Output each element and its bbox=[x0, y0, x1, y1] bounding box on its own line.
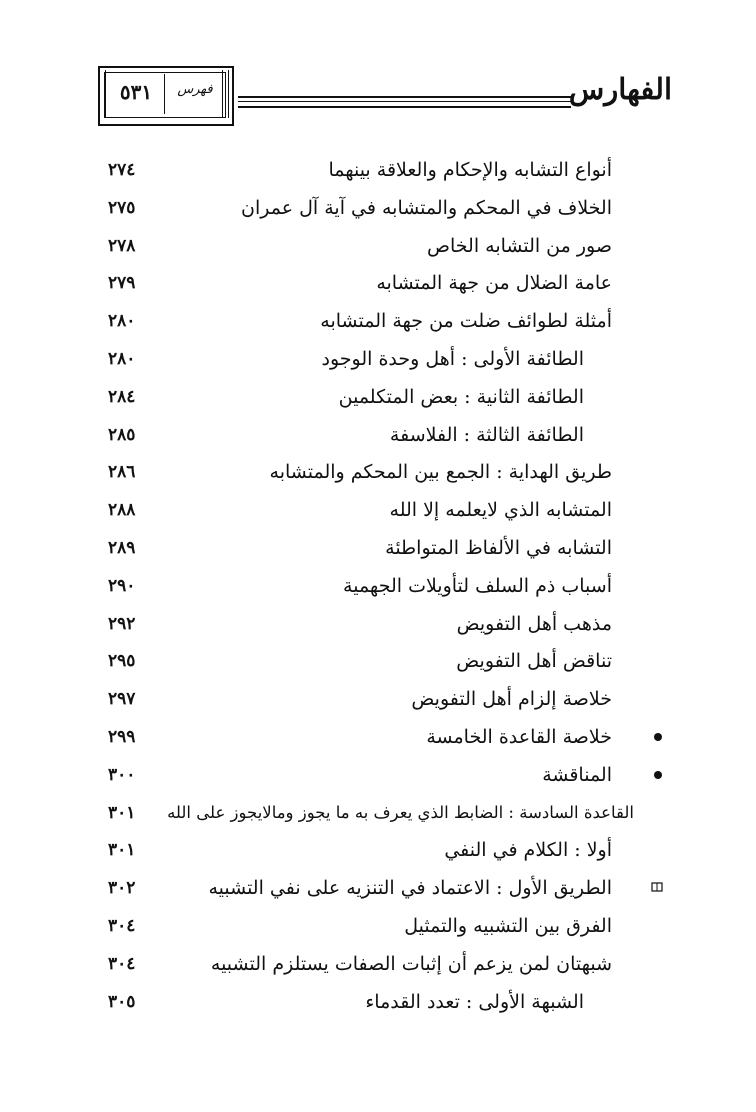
page-label: فهرس bbox=[177, 82, 213, 97]
toc-entry-title: المناقشة bbox=[542, 763, 612, 786]
toc-entry-page: ٣٠١ bbox=[108, 802, 136, 823]
toc-entry-title: خلاصة إلزام أهل التفويض bbox=[411, 688, 612, 711]
toc-entry-page: ٢٩٠ bbox=[108, 575, 136, 596]
toc-entry-page: ٣٠٤ bbox=[108, 953, 136, 974]
toc-entry bbox=[0, 530, 756, 566]
toc-entry bbox=[0, 303, 756, 339]
toc-entry-title: الطائفة الأولى : أهل وحدة الوجود bbox=[321, 348, 584, 370]
toc-entry bbox=[0, 454, 756, 490]
toc-entry bbox=[0, 190, 756, 226]
toc-entry-page: ٣٠٥ bbox=[108, 991, 136, 1012]
toc-entry bbox=[0, 379, 756, 415]
bullet-icon bbox=[654, 733, 662, 741]
toc-entry-page: ٢٩٢ bbox=[108, 613, 136, 634]
toc-entry-page: ٢٨٩ bbox=[108, 538, 136, 558]
toc-entry bbox=[0, 984, 756, 1020]
toc-entry-page: ٢٧٨ bbox=[108, 235, 136, 256]
toc-entry-title: أمثلة لطوائف ضلت من جهة المتشابه bbox=[320, 310, 612, 333]
toc-entry bbox=[0, 757, 756, 793]
toc-entry bbox=[0, 908, 756, 944]
toc-entry-page: ٢٧٩ bbox=[108, 273, 136, 294]
running-title: الفهارس bbox=[568, 72, 672, 106]
toc-entry bbox=[0, 870, 756, 906]
toc-entry bbox=[0, 946, 756, 982]
toc-entry-page: ٢٩٧ bbox=[108, 689, 136, 710]
toc-entry bbox=[0, 568, 756, 604]
toc-entry-page: ٢٨٠ bbox=[108, 349, 136, 369]
toc-entry bbox=[0, 795, 756, 831]
toc-entry-title: القاعدة السادسة : الضابط الذي يعرف به ما يجوز ومالايجوز على الله bbox=[167, 802, 634, 822]
toc-entry-page: ٢٨٠ bbox=[108, 311, 136, 332]
toc-entry-page: ٢٨٤ bbox=[108, 386, 136, 407]
toc-entry-title: الخلاف في المحكم والمتشابه في آية آل عمران bbox=[241, 196, 612, 219]
toc-entry-page: ٢٨٨ bbox=[108, 500, 136, 521]
toc-entry-title: الطائفة الثانية : بعض المتكلمين bbox=[338, 385, 584, 408]
toc-entry-title: مذهب أهل التفويض bbox=[456, 612, 612, 635]
toc-entry bbox=[0, 606, 756, 642]
toc-entry bbox=[0, 832, 756, 868]
toc-entry bbox=[0, 341, 756, 377]
toc-entry bbox=[0, 417, 756, 453]
toc-entry bbox=[0, 681, 756, 717]
toc-entry-title: أسباب ذم السلف لتأويلات الجهمية bbox=[343, 574, 612, 597]
toc-entry-title: شبهتان لمن يزعم أن إثبات الصفات يستلزم التشبيه bbox=[210, 952, 612, 975]
toc-entry-page: ٣٠٠ bbox=[108, 764, 136, 785]
toc-entry-page: ٣٠١ bbox=[108, 840, 136, 861]
toc-entry-title: الطريق الأول : الاعتماد في التنزيه على نفي التشبيه bbox=[208, 877, 612, 900]
toc-entry-title: أولا : الكلام في النفي bbox=[444, 839, 612, 862]
toc-entry-title: الفرق بين التشبيه والتمثيل bbox=[404, 915, 612, 937]
toc-entry bbox=[0, 492, 756, 528]
toc-entry bbox=[0, 265, 756, 301]
toc-entry-page: ٢٩٥ bbox=[108, 651, 136, 672]
toc-entry-title: التشابه في الألفاظ المتواطئة bbox=[385, 537, 612, 559]
toc-entry-page: ٣٠٤ bbox=[108, 916, 136, 936]
toc-entry-page: ٢٩٩ bbox=[108, 727, 136, 747]
bullet-icon bbox=[654, 771, 662, 779]
toc-entry-title: عامة الضلال من جهة المتشابه bbox=[376, 272, 612, 295]
toc-entry bbox=[0, 719, 756, 755]
page-number: ٥٣١ bbox=[119, 80, 153, 104]
toc-entry-title: الشبهة الأولى : تعدد القدماء bbox=[365, 990, 584, 1013]
toc-entry-title: الطائفة الثالثة : الفلاسفة bbox=[389, 423, 584, 446]
toc-entry-page: ٣٠٢ bbox=[108, 878, 136, 899]
book-icon bbox=[651, 881, 663, 893]
toc-entry-title: صور من التشابه الخاص bbox=[427, 234, 612, 257]
toc-entry-title: طريق الهداية : الجمع بين المحكم والمتشابه bbox=[269, 461, 612, 484]
toc-entry-page: ٢٨٦ bbox=[108, 462, 136, 483]
toc-entry bbox=[0, 228, 756, 264]
toc-entry-title: أنواع التشابه والإحكام والعلاقة بينهما bbox=[328, 159, 612, 181]
toc-entry-title: المتشابه الذي لايعلمه إلا الله bbox=[389, 499, 612, 522]
toc-entry-page: ٢٧٥ bbox=[108, 197, 136, 218]
toc-entry bbox=[0, 152, 756, 188]
toc-entry-page: ٢٨٥ bbox=[108, 424, 136, 445]
toc-entry-title: تناقض أهل التفويض bbox=[456, 650, 612, 673]
toc-entry-page: ٢٧٤ bbox=[108, 160, 136, 180]
toc-entry-title: خلاصة القاعدة الخامسة bbox=[426, 726, 612, 748]
toc-entry bbox=[0, 643, 756, 679]
